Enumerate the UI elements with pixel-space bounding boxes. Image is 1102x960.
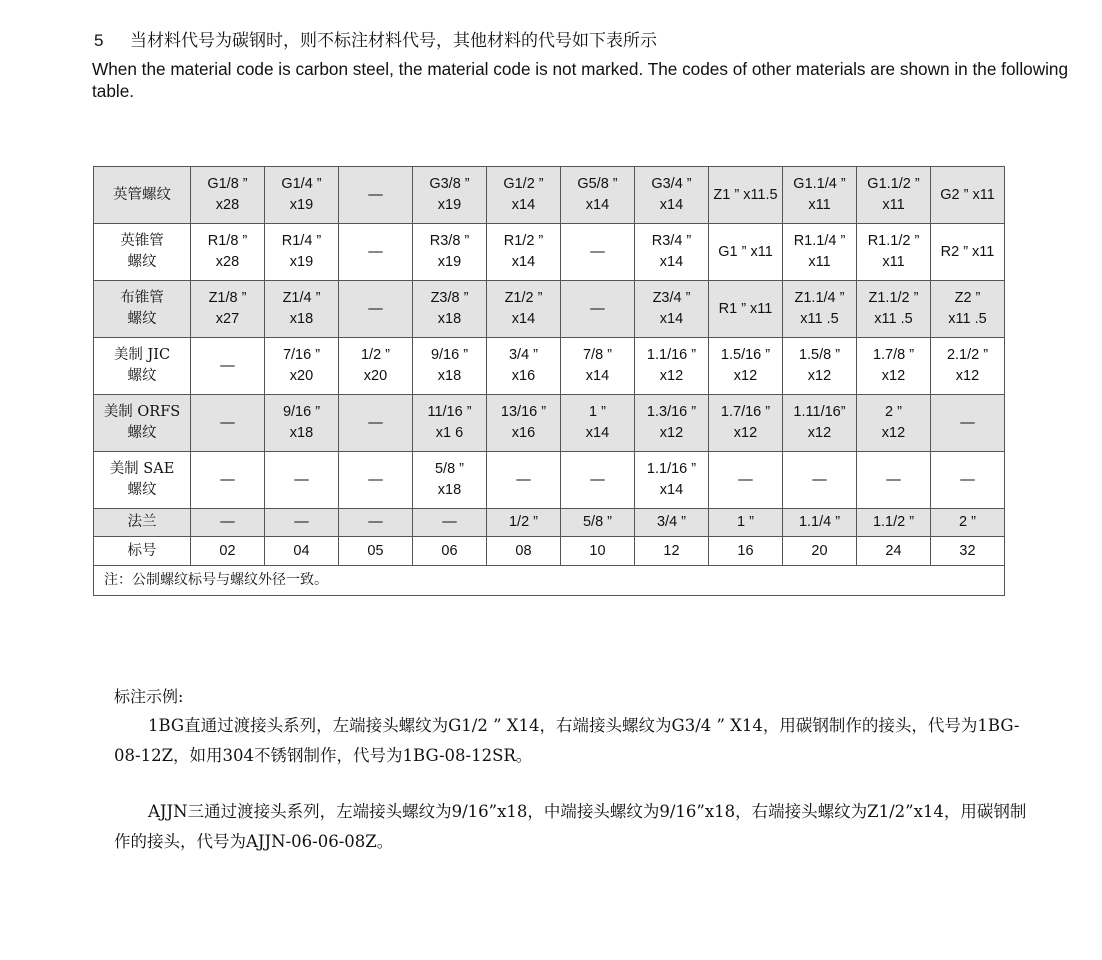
- table-row: [94, 452, 1005, 509]
- table-cell: G2 ” x11: [931, 167, 1005, 224]
- example-1-text: 1BG直通过渡接头系列，左端接头螺纹为G1/2 ” X14，右端接头螺纹为G3/4 ” X14，用碳钢制作的接头，代号为1BG-08-12Z，如用304不锈钢制作，代号为1BG-08-12SR。: [114, 716, 1020, 765]
- table-cell: 3/4 ” x16: [487, 338, 561, 395]
- row-header: 英锥管 螺纹: [94, 224, 191, 281]
- table-cell: 1.5/8 ” x12: [783, 338, 857, 395]
- table-row: [94, 395, 1005, 452]
- table-cell: —: [561, 224, 635, 281]
- table-cell: R3/4 ” x14: [635, 224, 709, 281]
- table-cell: G3/8 ” x19: [413, 167, 487, 224]
- table-cell: Z1/2 ” x14: [487, 281, 561, 338]
- table-cell: G1.1/2 ” x11: [857, 167, 931, 224]
- table-cell: 3/4 ”: [635, 509, 709, 537]
- table-cell: 32: [931, 537, 1005, 566]
- table-row: [94, 509, 1005, 537]
- table-cell: —: [191, 338, 265, 395]
- table-cell: 7/8 ” x14: [561, 338, 635, 395]
- table-cell: 24: [857, 537, 931, 566]
- table-cell: 9/16 ” x18: [413, 338, 487, 395]
- table-cell: —: [339, 281, 413, 338]
- table-row: [94, 224, 1005, 281]
- table-cell: —: [191, 395, 265, 452]
- table-cell: Z1.1/4 ” x11 .5: [783, 281, 857, 338]
- table-cell: —: [339, 452, 413, 509]
- table-cell: 7/16 ” x20: [265, 338, 339, 395]
- table-cell: 9/16 ” x18: [265, 395, 339, 452]
- table-cell: Z1/8 ” x27: [191, 281, 265, 338]
- table-cell: G1.1/4 ” x11: [783, 167, 857, 224]
- table-cell: —: [709, 452, 783, 509]
- table-cell: Z1 ” x11.5: [709, 167, 783, 224]
- table-cell: G1/4 ” x19: [265, 167, 339, 224]
- table-cell: —: [561, 281, 635, 338]
- table-cell: R2 ” x11: [931, 224, 1005, 281]
- table-cell: 20: [783, 537, 857, 566]
- table-cell: 16: [709, 537, 783, 566]
- table-cell: 1 ” x14: [561, 395, 635, 452]
- material-code-table: [93, 166, 1005, 596]
- table-cell: Z1/4 ” x18: [265, 281, 339, 338]
- example-2-text: AJJN三通过渡接头系列，左端接头螺纹为9/16”x18，中端接头螺纹为9/16”x18，右端接头螺纹为Z1/2”x14，用碳钢制作的接头，代号为AJJN-06-06-08Z。: [114, 802, 1027, 851]
- table-cell: —: [931, 452, 1005, 509]
- table-note-row: [94, 566, 1005, 596]
- table-cell: R1 ” x11: [709, 281, 783, 338]
- table-cell: 2 ”: [931, 509, 1005, 537]
- table-cell: 13/16 ” x16: [487, 395, 561, 452]
- table-cell: 11/16 ” x1 6: [413, 395, 487, 452]
- table-cell: 1.5/16 ” x12: [709, 338, 783, 395]
- table-note: 注：公制螺纹标号与螺纹外径一致。: [94, 566, 1005, 596]
- row-header: 美制 SAE 螺纹: [94, 452, 191, 509]
- table-cell: —: [413, 509, 487, 537]
- table-cell: 1.1/2 ”: [857, 509, 931, 537]
- section-number: 5: [94, 31, 104, 50]
- row-header: 美制 ORFS 螺纹: [94, 395, 191, 452]
- row-header: 标号: [94, 537, 191, 566]
- table-cell: 1.1/16 ” x14: [635, 452, 709, 509]
- table-cell: —: [191, 509, 265, 537]
- table-cell: 1/2 ” x20: [339, 338, 413, 395]
- table-cell: 10: [561, 537, 635, 566]
- table-cell: G1/2 ” x14: [487, 167, 561, 224]
- table-cell: G5/8 ” x14: [561, 167, 635, 224]
- table-cell: 06: [413, 537, 487, 566]
- table-cell: Z2 ” x11 .5: [931, 281, 1005, 338]
- table-cell: R1.1/4 ” x11: [783, 224, 857, 281]
- table-row: [94, 338, 1005, 395]
- example-title: 标注示例:: [114, 687, 184, 706]
- example-paragraph-1: [114, 711, 1034, 771]
- table-cell: 1.7/8 ” x12: [857, 338, 931, 395]
- row-header: 法兰: [94, 509, 191, 537]
- table-cell: —: [339, 509, 413, 537]
- table-cell: 1/2 ”: [487, 509, 561, 537]
- table-cell: G1 ” x11: [709, 224, 783, 281]
- table-cell: —: [783, 452, 857, 509]
- table-cell: —: [487, 452, 561, 509]
- table-cell: Z3/8 ” x18: [413, 281, 487, 338]
- table-cell: 1.1/16 ” x12: [635, 338, 709, 395]
- table-cell: Z3/4 ” x14: [635, 281, 709, 338]
- table-cell: 04: [265, 537, 339, 566]
- table-cell: R1/2 ” x14: [487, 224, 561, 281]
- table-cell: —: [265, 509, 339, 537]
- table-cell: R1/4 ” x19: [265, 224, 339, 281]
- table-cell: —: [339, 395, 413, 452]
- table-cell: —: [561, 452, 635, 509]
- table-row: [94, 281, 1005, 338]
- table-cell: 5/8 ”: [561, 509, 635, 537]
- table-cell: —: [857, 452, 931, 509]
- table-row: [94, 167, 1005, 224]
- table-cell: 08: [487, 537, 561, 566]
- row-header: 英管螺纹: [94, 167, 191, 224]
- table-row: [94, 537, 1005, 566]
- section-heading-cn: [94, 26, 657, 51]
- row-header: 布锥管 螺纹: [94, 281, 191, 338]
- table-cell: G3/4 ” x14: [635, 167, 709, 224]
- table-cell: 1.1/4 ”: [783, 509, 857, 537]
- example-paragraph-2: [114, 797, 1034, 857]
- table-cell: R1/8 ” x28: [191, 224, 265, 281]
- table-cell: 05: [339, 537, 413, 566]
- table-cell: 1.7/16 ” x12: [709, 395, 783, 452]
- section-title-en: When the material code is carbon steel, the material code is not marked. The codes of other materials are shown in the following table.: [92, 59, 1069, 101]
- table-cell: 12: [635, 537, 709, 566]
- table-cell: 1.3/16 ” x12: [635, 395, 709, 452]
- table-cell: 1 ”: [709, 509, 783, 537]
- table-cell: —: [339, 167, 413, 224]
- table-cell: 2 ” x12: [857, 395, 931, 452]
- table-cell: 2.1/2 ” x12: [931, 338, 1005, 395]
- table-cell: —: [191, 452, 265, 509]
- table-cell: Z1.1/2 ” x11 .5: [857, 281, 931, 338]
- table-cell: R1.1/2 ” x11: [857, 224, 931, 281]
- table-cell: G1/8 ” x28: [191, 167, 265, 224]
- table-cell: —: [339, 224, 413, 281]
- table-cell: R3/8 ” x19: [413, 224, 487, 281]
- table-cell: 1.11/16” x12: [783, 395, 857, 452]
- table-cell: —: [265, 452, 339, 509]
- section-title-cn: 当材料代号为碳钢时，则不标注材料代号，其他材料的代号如下表所示: [130, 31, 657, 50]
- table-cell: 5/8 ” x18: [413, 452, 487, 509]
- table-cell: —: [931, 395, 1005, 452]
- row-header: 美制 JIC 螺纹: [94, 338, 191, 395]
- table-cell: 02: [191, 537, 265, 566]
